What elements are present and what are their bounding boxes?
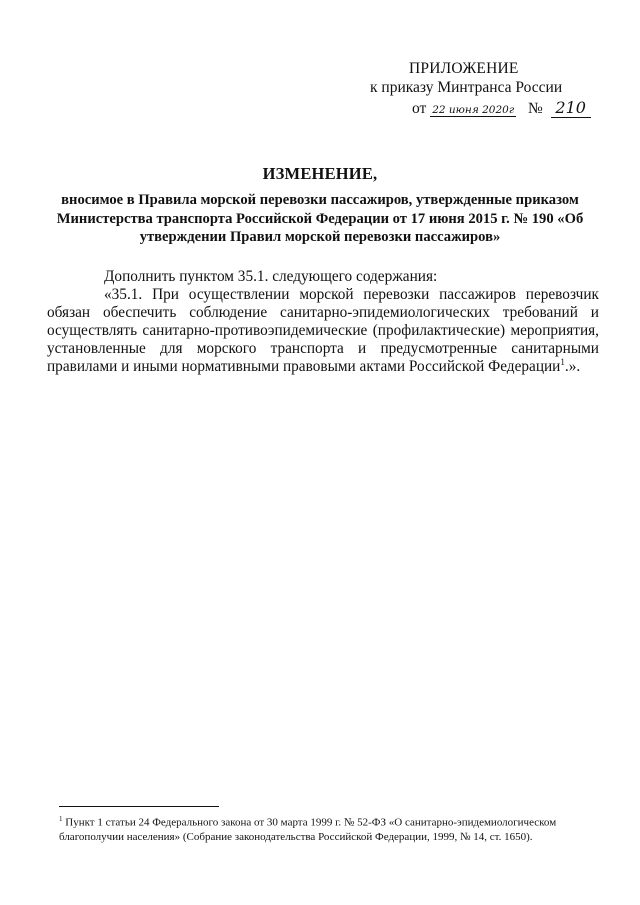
document-title: ИЗМЕНЕНИЕ, [262, 164, 378, 183]
document-subtitle: вносимое в Правила морской перевозки пассажиров, утвержденные приказом Министерства транспорта Российской Федерации от 17 июня 2015 г. № 190 «Об утверждении Правил морской перевозки пассажиров» [56, 192, 584, 245]
appendix-order-reference: к приказу Минтранса России [370, 79, 563, 96]
appendix-date-line [412, 98, 591, 118]
intro-paragraph: Дополнить пунктом 35.1. следующего содержания: [104, 268, 438, 285]
footnote-reference: 1 [560, 356, 565, 367]
date-prefix: от [412, 100, 427, 117]
footnote-text: Пункт 1 статьи 24 Федерального закона от 30 марта 1999 г. № 52-ФЗ «О санитарно-эпидемиологическом благополучии населения» (Собрание законодательства Российской Федерации, 1999, № 14, ст. 1650). [59, 816, 557, 844]
amendment-end: .». [564, 358, 581, 375]
amendment-paragraph [47, 286, 599, 376]
handwritten-number: 210 [551, 98, 591, 118]
handwritten-date: 22 июня 2020г [432, 104, 515, 116]
footnote [59, 812, 619, 845]
number-label: № [528, 100, 543, 117]
appendix-title: ПРИЛОЖЕНИЕ [409, 60, 519, 77]
footnote-divider [59, 806, 219, 807]
document-heading [30, 164, 610, 247]
footnote-marker: 1 [59, 815, 63, 823]
amendment-text: «35.1. При осуществлении морской перевозки пассажиров перевозчик обязан обеспечить соблюдение санитарно-эпидемиологических требований и осуществлять санитарно-противоэпидемические (профилактические) мероприятия, установленные для морского транспорта и предусмотренные санитарными правилами и иными нормативными правовыми актами Российской Федерации [47, 286, 599, 375]
document-body [47, 268, 599, 376]
